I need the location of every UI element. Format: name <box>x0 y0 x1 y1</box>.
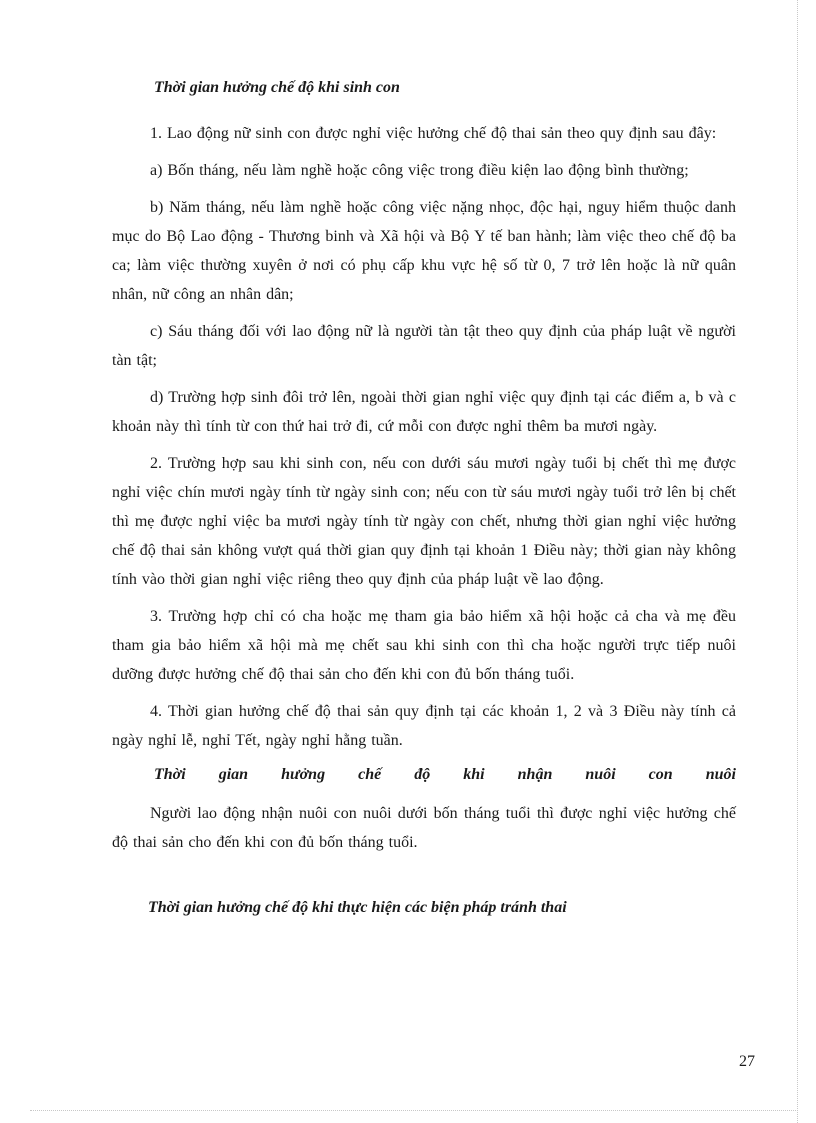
page-number: 27 <box>739 1053 755 1070</box>
heading-word: chế <box>358 766 382 783</box>
paragraph: 1. Lao động nữ sinh con được nghỉ việc hưởng chế độ thai sản theo quy định sau đây: <box>150 125 717 142</box>
heading-word: nuôi <box>705 766 736 783</box>
heading-word: hưởng <box>281 766 326 783</box>
heading-word: nhận <box>517 766 553 783</box>
section-heading-childbirth: Thời gian hưởng chế độ khi sinh con <box>154 79 400 96</box>
section-heading-adoption <box>112 761 736 789</box>
page-border-bottom <box>30 1110 798 1111</box>
heading-word: con <box>648 766 673 783</box>
paragraph: Người lao động nhận nuôi con nuôi dưới bốn tháng tuổi thì được nghỉ việc hưởng chế độ thai sản cho đến khi con đủ bốn tháng tuổi. <box>112 805 736 851</box>
paragraph: 3. Trường hợp chỉ có cha hoặc mẹ tham gia bảo hiểm xã hội hoặc cả cha và mẹ đều tham gia bảo hiểm xã hội mà mẹ chết sau khi sinh con thì cha hoặc người trực tiếp nuôi dưỡng được hưởng chế độ thai sản cho đến khi con đủ bốn tháng tuổi. <box>112 608 736 683</box>
paragraph: a) Bốn tháng, nếu làm nghề hoặc công việc trong điều kiện lao động bình thường; <box>150 162 689 179</box>
page-border-right <box>797 0 798 1123</box>
section-body-childbirth <box>112 119 736 755</box>
document-page <box>112 74 736 922</box>
paragraph: d) Trường hợp sinh đôi trở lên, ngoài thời gian nghỉ việc quy định tại các điểm a, b và c khoản này thì tính từ con thứ hai trở đi, cứ mỗi con được nghỉ thêm ba mươi ngày. <box>112 389 736 435</box>
heading-word: nuôi <box>585 766 616 783</box>
section-heading-contraception: Thời gian hưởng chế độ khi thực hiện các biện pháp tránh thai <box>148 899 567 916</box>
paragraph: 4. Thời gian hưởng chế độ thai sản quy định tại các khoản 1, 2 và 3 Điều này tính cả ngày nghỉ lễ, nghỉ Tết, ngày nghỉ hằng tuần. <box>112 703 736 749</box>
heading-word: Thời <box>154 766 186 783</box>
heading-word: gian <box>218 766 249 783</box>
heading-word: khi <box>463 766 485 783</box>
paragraph: c) Sáu tháng đối với lao động nữ là người tàn tật theo quy định của pháp luật về người tàn tật; <box>112 323 736 369</box>
heading-word: độ <box>414 766 431 783</box>
paragraph: b) Năm tháng, nếu làm nghề hoặc công việc nặng nhọc, độc hại, nguy hiểm thuộc danh mục do Bộ Lao động - Thương binh và Xã hội và Bộ Y tế ban hành; làm việc theo chế độ ba ca; làm việc thường xuyên ở nơi có phụ cấp khu vực hệ số từ 0, 7 trở lên hoặc là nữ quân nhân, nữ công an nhân dân; <box>112 199 736 303</box>
paragraph: 2. Trường hợp sau khi sinh con, nếu con dưới sáu mươi ngày tuổi bị chết thì mẹ được nghỉ việc chín mươi ngày tính từ ngày sinh con; nếu con từ sáu mươi ngày tuổi trở lên bị chết thì mẹ được nghỉ việc ba mươi ngày tính từ ngày con chết, nhưng thời gian nghỉ việc hưởng chế độ thai sản không vượt quá thời gian quy định tại khoản 1 Điều này; thời gian này không tính vào thời gian nghỉ việc riêng theo quy định của pháp luật về lao động. <box>112 455 736 588</box>
